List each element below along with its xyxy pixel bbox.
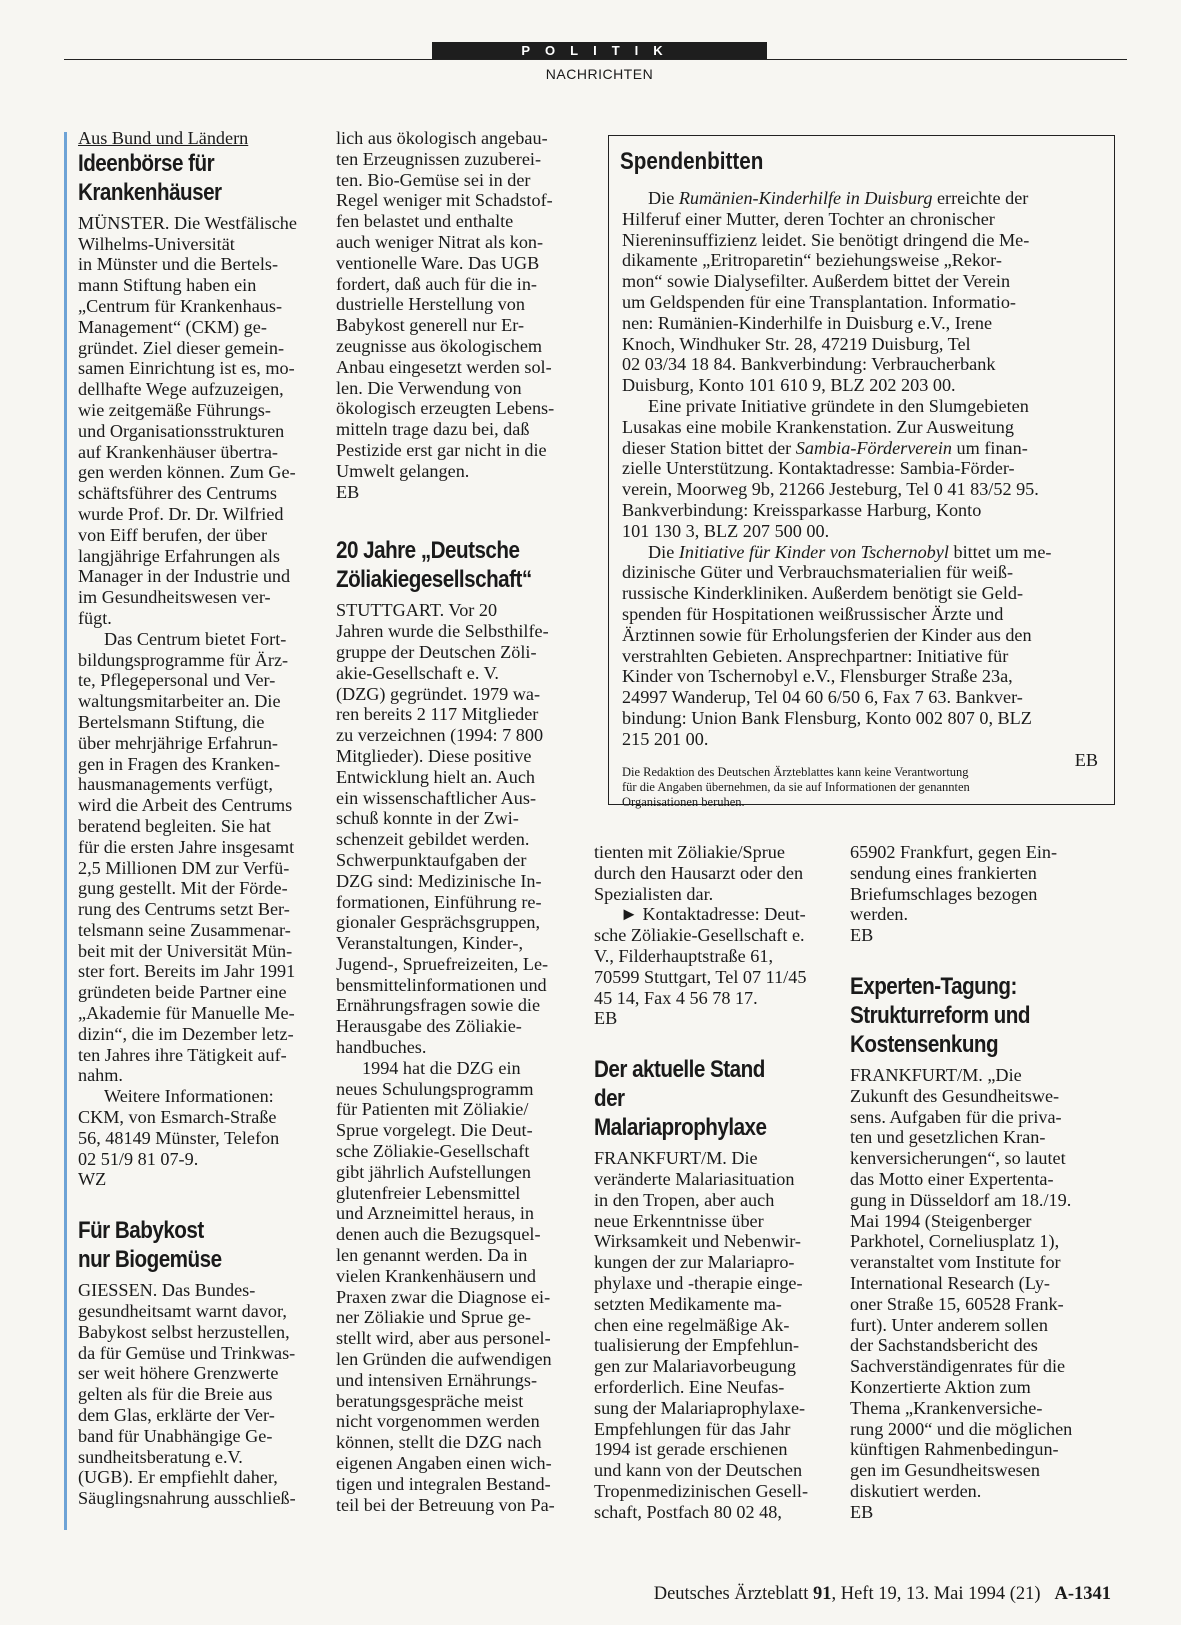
article-paragraph: lich aus ökologisch angebau- ten Erzeugnissen zuzuberei- ten. Bio-Gemüse sei in der Regel weniger mit Schadstof- fen belastet und enthalte auch weniger Nitrat als kon- ventionelle Ware. Das UGB fordert, daß auch für die in- dustrielle Herstellung von Babykost generell nur Er- zeugnisse aus ökologischem Anbau eingesetzt werden sol- len. Die Verwendung von ökologisch erzeugten Lebens- mitteln trage dazu bei, daß Pestizide erst gar nicht in die Umwelt gelangen. [336, 128, 555, 481]
box-paragraph: Eine private Initiative gründete in den Slumgebieten Lusakas eine mobile Krankenstation. Zur Ausweitung dieser Station bittet der Sambia-Förderverein um finan- zielle Unterstützung. Kontaktadresse: Sambia-Förder- verein, Moorweg 9b, 21266 Jesteburg, Tel 0 41 83/52 95. Bankverbindung: Kreissparkasse Harburg, Konto 101 130 3, BLZ 207 500 00. [622, 395, 1039, 541]
column-4 [850, 842, 1082, 1523]
article-paragraph: FRANKFURT/M. Die veränderte Malariasituation in den Tropen, aber auch neue Erkenntnisse über Wirksamkeit und Nebenwir- kungen der zur Malariapro- phylaxe und -therapie einge- setzten Medikamente ma- chen eine regelmäßige Ak- tualisierung der Empfehlun- gen zur Malariavorbeugung erforderlich. Eine Neufas- sung der Malariaprophylaxe- Empfehlungen für das Jahr 1994 ist gerade erschienen und kann von der Deutschen Tropenmedizinischen Gesell- schaft, Postfach 80 02 48, [594, 1148, 808, 1522]
article-paragraph: MÜNSTER. Die Westfälische Wilhelms-Universität in Münster und die Bertels- mann Stiftung haben ein „Centrum für Krankenhaus- Management“ (CKM) ge- gründet. Ziel dieser gemein- samen Einrichtung ist es, mo- dellhafte Wege aufzuzeigen, wie zeitgemäße Führungs- und Organisationsstrukturen auf Krankenhäuser übertra- gen werden können. Zum Ge- schäftsführer des Centrums wurde Prof. Dr. Dr. Wilfried von Eiff berufen, der über langjährige Erfahrungen als Manager in der Industrie und im Gesundheitswesen ver- fügt. [78, 212, 297, 628]
article-title: Der aktuelle Stand der Malariaprophylaxe [594, 1056, 767, 1142]
journal-name: Deutsches Ärzteblatt [653, 1584, 813, 1604]
author-initials: EB [336, 481, 360, 502]
section-banner: POLITIK [432, 42, 767, 59]
contact-address: ► Kontaktadresse: Deut- sche Zöliakie-Gesellschaft e. V., Filderhauptstraße 61, 70599 Stuttgart, Tel 07 11/45 45 14, Fax 4 56 78 17. [594, 904, 807, 1008]
article-title: Experten-Tagung: Strukturreform und Kostensenkung [850, 972, 1030, 1058]
box-paragraph: Die Initiative für Kinder von Tschernobyl bittet um me- dizinische Güter und Verbrauchsmaterialien für weiß- russische Kinderkliniken. Außerdem benötigt sie Geld- spenden für Hospitationen weißrussischer Ärzte und Ärztinnen sowie für Erholungsferien der Kinder aus den verstrahlten Gebieten. Ansprechpartner: Initiative für Kinder von Tschernobyl e.V., Flensburger Straße 23a, 24997 Wanderup, Tel 04 60 6/50 6, Fax 7 63. Bankver- bindung: Union Bank Flensburg, Konto 002 807 0, BLZ 215 201 00. [622, 541, 1052, 749]
column-accent-bar [64, 132, 67, 1530]
author-initials: EB [850, 1501, 874, 1522]
author-initials: WZ [78, 1169, 107, 1190]
article-title: 20 Jahre „Deutsche Zöliakiegesellschaft“ [336, 537, 532, 594]
article-paragraph: 1994 hat die DZG ein neues Schulungsprogramm für Patienten mit Zöliakie/ Sprue vorgelegt. Die Deut- sche Zöliakie-Gesellschaft gibt jährlich Aufstellungen glutenfreier Lebensmittel und Arzneimittel heraus, in denen auch die Bezugsquel- len genannt werden. Da in vielen Krankenhäusern und Praxen zwar die Diagnose ei- ner Zöliakie und Sprue ge- stellt wird, aber aus personel- len Gründen die aufwendigen und intensiven Ernährungs- beratungsgespräche meist nicht vorgenommen werden können, stellt die DZG nach eigenen Angaben einen wich- tigen und integralen Bestand- teil bei der Betreuung von Pa- [336, 1057, 555, 1515]
page-footer [654, 1584, 1111, 1605]
box-disclaimer: Die Redaktion des Deutschen Ärzteblattes kann keine Verantwortung für die Angaben übernehmen, da sie auf Informationen der genannten Organisationen beruhen. [622, 765, 970, 809]
article-paragraph: tienten mit Zöliakie/Sprue durch den Hausarzt oder den Spezialisten dar. [594, 842, 804, 904]
article-paragraph: Das Centrum bietet Fort- bildungsprogramme für Ärz- te, Pflegepersonal und Ver- waltungsmitarbeiter an. Die Bertelsmann Stiftung, die über mehrjährige Erfahrun- gen in Fragen des Kranken- hausmanagements verfügt, wird die Arbeit des Centrums beratend begleiten. Sie hat für die ersten Jahre insgesamt 2,5 Millionen DM zur Verfü- gung gestellt. Mit der Förde- rung des Centrums setzt Ber- telsmann seine Zusammenar- beit mit der Universität Mün- ster fort. Bereits im Jahr 1991 gründeten beide Partner eine „Akademie für Manuelle Me- dizin“, die im Dezember letz- ten Jahres ihre Tätigkeit auf- nahm. [78, 628, 296, 1086]
article-paragraph: GIESSEN. Das Bundes- gesundheitsamt warnt davor, Babykost selbst herzustellen, da für Gemüse und Trinkwas- ser weit höhere Grenzwerte gelten als für die Breie aus dem Glas, erklärte der Ver- band für Unabhängige Ge- sundheitsberatung e.V. (UGB). Er empfiehlt daher, Säuglingsnahrung ausschließ- [78, 1280, 296, 1509]
header-rule [64, 59, 1127, 60]
volume-number: 91 [812, 1584, 832, 1604]
author-initials: EB [850, 925, 874, 946]
article-paragraph: Weitere Informationen: CKM, von Esmarch-Straße 56, 48149 Münster, Telefon 02 51/9 81 07-9. [78, 1086, 280, 1169]
box-title: Spendenbitten [620, 148, 764, 175]
page-number: A-1341 [1054, 1584, 1111, 1604]
kicker: Aus Bund und Ländern [78, 128, 249, 148]
article-title: Ideenbörse für Krankenhäuser [78, 149, 222, 206]
article-paragraph: FRANKFURT/M. „Die Zukunft des Gesundheitswe- sens. Aufgaben für die priva- ten und gesetzlichen Kran- kenversicherungen“, so lautet das Motto einer Expertenta- gung in Düsseldorf am 18./19. Mai 1994 (Steigenberger Parkhotel, Corneliusplatz 1), veranstaltet vom Institute for International Research (Ly- oner Straße 15, 60528 Frank- furt). Unter anderem sollen der Sachstandsbericht des Sachverständigenrates für die Konzertierte Aktion zum Thema „Krankenversiche- rung 2000“ und die möglichen künftigen Rahmenbedingun- gen im Gesundheitswesen diskutiert werden. [850, 1064, 1073, 1501]
column-1 [78, 128, 310, 1509]
column-2 [336, 128, 568, 1515]
author-initials: EB [594, 1008, 618, 1029]
article-paragraph: 65902 Frankfurt, gegen Ein- sendung eines frankierten Briefumschlages bezogen werden. [850, 842, 1058, 925]
article-title: Für Babykost nur Biogemüse [78, 1217, 222, 1274]
issue-info: , Heft 19, 13. Mai 1994 (21) [831, 1584, 1041, 1604]
box-paragraph: Die Rumänien-Kinderhilfe in Duisburg erreichte der Hilferuf einer Mutter, deren Tochter an chronischer Niereninsuffizienz leidet. Sie benötigt dringend die Me- dikamente „Eritroparetin“ beziehungsweise „Rekor- mon“ sowie Dialysefilter. Außerdem bittet der Verein um Geldspenden für eine Transplantation. Informatio- nen: Rumänien-Kinderhilfe in Duisburg e.V., Irene Knoch, Windhuker Str. 28, 47219 Duisburg, Tel 02 03/34 18 84. Bankverbindung: Verbraucherbank Duisburg, Konto 101 610 9, BLZ 202 203 00. [622, 188, 1030, 396]
box-body [622, 188, 1098, 770]
article-paragraph: STUTTGART. Vor 20 Jahren wurde die Selbsthilfe- gruppe der Deutschen Zöli- akie-Gesellschaft e. V. (DZG) gegründet. 1979 wa- ren bereits 2 117 Mitglieder zu verzeichnen (1994: 7 800 Mitglieder). Diese positive Entwicklung hielt an. Auch ein wissenschaftlicher Aus- schuß konnte in der Zwi- schenzeit gebildet werden. Schwerpunktaufgaben der DZG sind: Medizinische In- formationen, Einführung re- gionaler Gesprächsgruppen, Veranstaltungen, Kinder-, Jugend-, Spruefreizeiten, Le- bensmittelinformationen und Ernährungsfragen sowie die Herausgabe des Zöliakie- handbuches. [336, 600, 549, 1058]
subsection-label: NACHRICHTEN [545, 66, 654, 82]
column-3 [594, 842, 826, 1523]
author-initials: EB [1074, 749, 1098, 770]
